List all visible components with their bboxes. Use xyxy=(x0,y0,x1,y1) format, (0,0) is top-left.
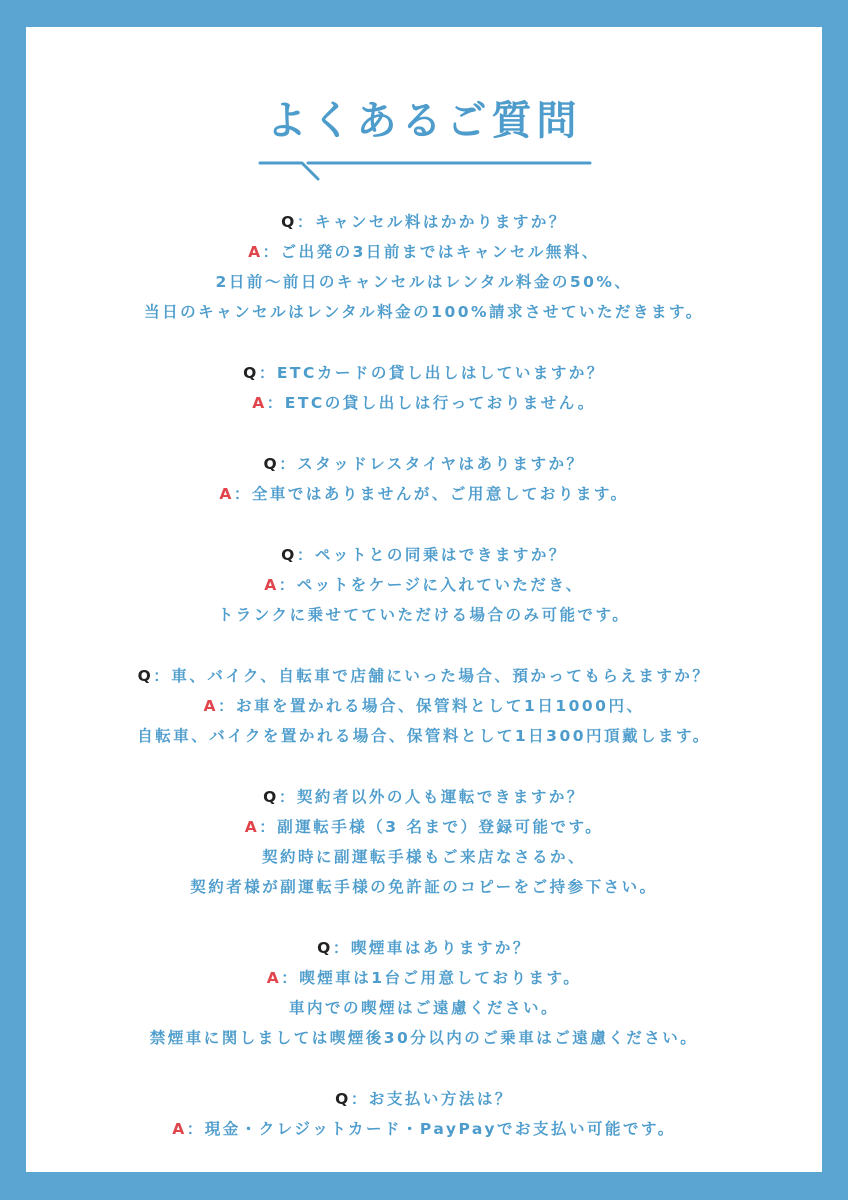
faq-question xyxy=(26,207,822,237)
question-mark: Q xyxy=(243,364,259,382)
faq-answer-line xyxy=(26,297,822,327)
separator: ： xyxy=(350,1090,369,1108)
question-text: ETCカードの貸し出しはしていますか？ xyxy=(276,364,605,382)
answer-text: 喫煙車は1台ご用意しております。 xyxy=(299,969,582,987)
faq-answer-line xyxy=(26,993,822,1023)
separator: ： xyxy=(259,818,278,836)
question-text: お支払い方法は？ xyxy=(368,1090,513,1108)
question-mark: Q xyxy=(317,939,333,957)
faq-answer-line xyxy=(26,1023,822,1053)
faq-answer-line xyxy=(26,842,822,872)
answer-text: 契約者様が副運転手様の免許証のコピーをご持参下さい。 xyxy=(190,878,658,896)
question-mark: Q xyxy=(263,788,279,806)
faq-question xyxy=(26,358,822,388)
faq-answer-line xyxy=(26,267,822,297)
separator: ： xyxy=(281,969,300,987)
faq-answer-line xyxy=(26,600,822,630)
question-mark: Q xyxy=(281,546,297,564)
separator: ： xyxy=(153,667,172,685)
faq-item xyxy=(26,540,822,630)
faq-answer-line xyxy=(26,479,822,509)
question-text: キャンセル料はかかりますか？ xyxy=(314,213,567,231)
answer-text: 2日前〜前日のキャンセルはレンタル料金の50%、 xyxy=(215,273,633,291)
separator: ： xyxy=(296,546,315,564)
answer-mark: A xyxy=(264,576,279,594)
faq-item xyxy=(26,933,822,1053)
answer-mark: A xyxy=(219,485,234,503)
faq-answer-line xyxy=(26,1114,822,1144)
faq-item xyxy=(26,358,822,418)
answer-text: ご出発の3日前まではキャンセル無料、 xyxy=(280,243,600,261)
faq-answer-line xyxy=(26,963,822,993)
faq-answer-line xyxy=(26,721,822,751)
answer-text: トランクに乗せてていただける場合のみ可能です。 xyxy=(217,606,631,624)
answer-mark: A xyxy=(248,243,263,261)
faq-item xyxy=(26,1084,822,1144)
faq-item xyxy=(26,207,822,327)
faq-answer-line xyxy=(26,570,822,600)
question-text: 喫煙車はありますか？ xyxy=(350,939,531,957)
question-mark: Q xyxy=(281,213,297,231)
answer-mark: A xyxy=(252,394,267,412)
answer-text: 副運転手様（3 名まで）登録可能です。 xyxy=(277,818,604,836)
faq-answer-line xyxy=(26,691,822,721)
separator: ： xyxy=(296,213,315,231)
faq-item xyxy=(26,782,822,902)
answer-text: 禁煙車に関しましては喫煙後30分以内のご乗車はご遠慮ください。 xyxy=(149,1029,699,1047)
separator: ： xyxy=(332,939,351,957)
question-mark: Q xyxy=(263,455,280,473)
answer-text: 契約時に副運転手様もご来店なさるか、 xyxy=(261,848,586,866)
page-title: よくあるご質問 xyxy=(266,98,582,144)
faq-item xyxy=(26,661,822,751)
faq-question xyxy=(26,933,822,963)
separator: ： xyxy=(233,485,252,503)
faq-question xyxy=(26,1084,822,1114)
question-text: ペットとの同乗はできますか？ xyxy=(314,546,567,564)
faq-page xyxy=(26,27,822,1172)
question-mark: Q xyxy=(335,1090,351,1108)
separator: ： xyxy=(278,788,297,806)
separator: ： xyxy=(258,364,277,382)
answer-text: 自転車、バイクを置かれる場合、保管料として1日300円頂戴します。 xyxy=(137,727,711,745)
answer-mark: A xyxy=(203,697,219,715)
question-text: 契約者以外の人も運転できますか？ xyxy=(296,788,585,806)
answer-text: 車内での喫煙はご遠慮ください。 xyxy=(288,999,559,1017)
answer-text: ETCの貸し出しは行っておりません。 xyxy=(284,394,596,412)
answer-mark: A xyxy=(172,1120,187,1138)
answer-text: 当日のキャンセルはレンタル料金の100%請求させていただきます。 xyxy=(144,303,704,321)
question-text: 車、バイク、自転車で店舗にいった場合、預かってもらえますか？ xyxy=(171,667,711,685)
faq-question xyxy=(26,782,822,812)
separator: ： xyxy=(278,576,297,594)
separator: ： xyxy=(186,1120,205,1138)
separator: ： xyxy=(266,394,285,412)
faq-list xyxy=(26,207,822,1175)
answer-text: ペットをケージに入れていただき、 xyxy=(296,576,584,594)
faq-answer-line xyxy=(26,812,822,842)
faq-answer-line xyxy=(26,237,822,267)
separator: ： xyxy=(279,455,298,473)
answer-text: 現金・クレジットカード・PayPayでお支払い可能です。 xyxy=(204,1120,676,1138)
answer-text: お車を置かれる場合、保管料として1日1000円、 xyxy=(236,697,645,715)
faq-question xyxy=(26,540,822,570)
answer-mark: A xyxy=(266,969,282,987)
faq-answer-line xyxy=(26,872,822,902)
separator: ： xyxy=(262,243,281,261)
title-underline xyxy=(258,153,592,185)
faq-answer-line xyxy=(26,388,822,418)
answer-mark: A xyxy=(244,818,260,836)
question-text: スタッドレスタイヤはありますか？ xyxy=(297,455,585,473)
faq-question xyxy=(26,661,822,691)
faq-item xyxy=(26,449,822,509)
question-mark: Q xyxy=(137,667,154,685)
answer-text: 全車ではありませんが、ご用意しております。 xyxy=(251,485,629,503)
faq-question xyxy=(26,449,822,479)
separator: ： xyxy=(218,697,237,715)
